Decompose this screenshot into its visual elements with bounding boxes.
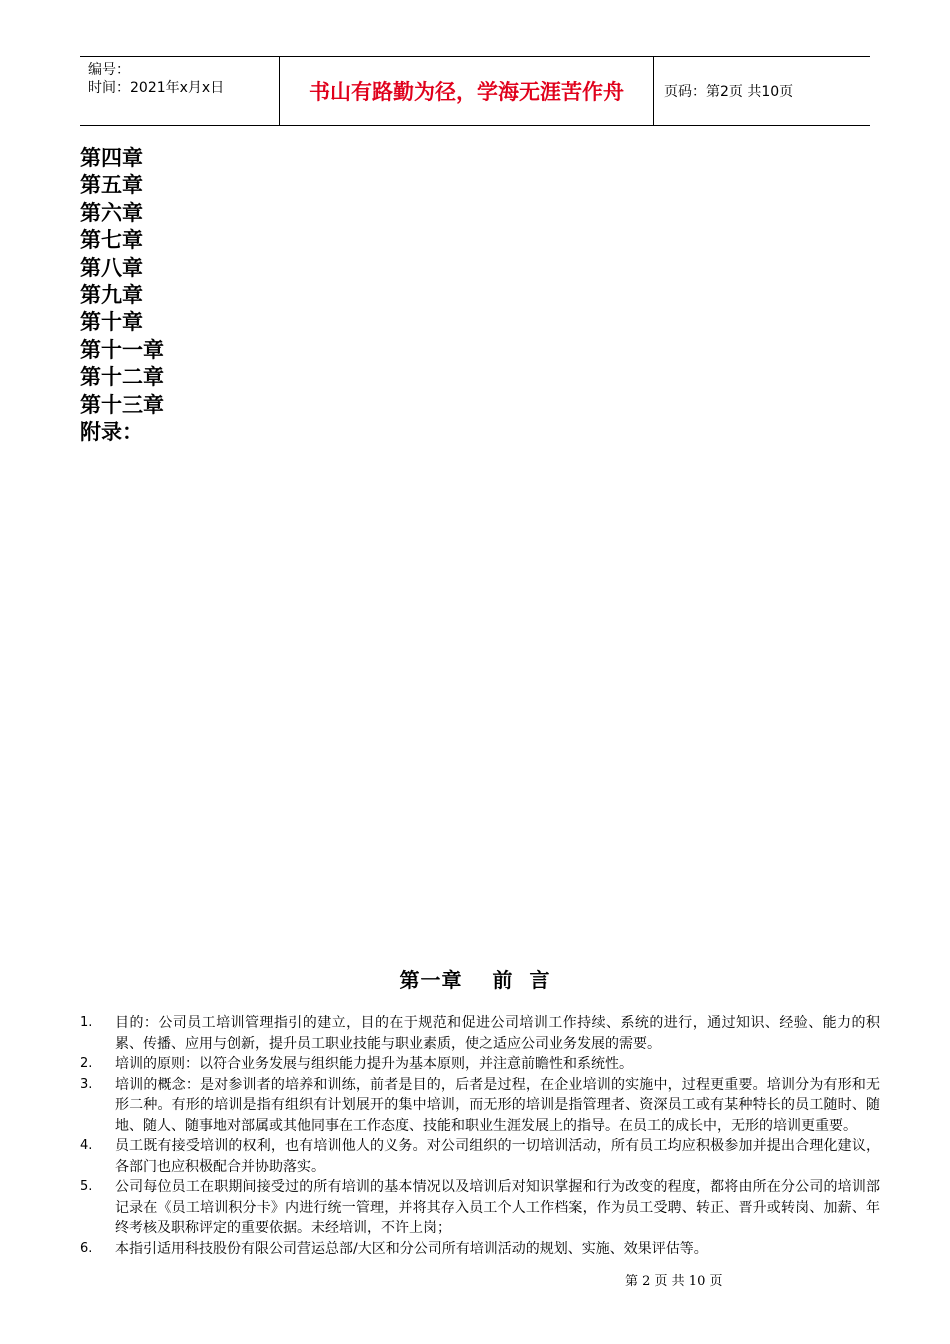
chapter-title: 前 言 <box>492 968 551 992</box>
item-number: 1. <box>80 1015 93 1030</box>
list-item <box>80 1239 880 1260</box>
toc-item: 第十一章 <box>80 337 164 362</box>
document-number-label: 编号： <box>88 62 130 78</box>
toc-item: 第八章 <box>80 255 143 280</box>
toc-item: 第十章 <box>80 310 143 335</box>
chapter-number: 第一章 <box>399 968 463 992</box>
list-item <box>80 1054 880 1075</box>
header-meta <box>80 57 280 125</box>
item-number: 4. <box>80 1138 93 1153</box>
list-item <box>80 1136 880 1177</box>
header-motto: 书山有路勤为径，学海无涯苦作舟 <box>280 57 654 125</box>
chapter-items <box>80 1013 880 1259</box>
item-number: 6. <box>80 1240 93 1256</box>
item-number: 2. <box>80 1056 93 1071</box>
toc-item: 第六章 <box>80 200 143 225</box>
item-text: 目的：公司员工培训管理指引的建立，目的在于规范和促进公司培训工作持续、系统的进行，通过知识、经验、能力的积累、传播、应用与创新，提升员工职业技能与职业素质，使之适应公司业务发展的需要。 <box>115 1015 880 1052</box>
item-number: 3. <box>80 1076 93 1092</box>
toc-item: 第五章 <box>80 173 143 198</box>
chapter-heading <box>0 964 950 993</box>
item-text: 员工既有接受培训的权利，也有培训他人的义务。对公司组织的一切培训活动，所有员工均应积极参加并提出合理化建议，各部门也应积极配合并协助落实。 <box>115 1138 880 1175</box>
toc-item: 第七章 <box>80 228 143 253</box>
item-text: 培训的原则：以符合业务发展与组织能力提升为基本原则，并注意前瞻性和系统性。 <box>115 1056 633 1072</box>
page-header <box>80 56 870 126</box>
document-date: 时间：2021年x月x日 <box>88 80 225 96</box>
toc-item: 第四章 <box>80 146 143 170</box>
list-item <box>80 1013 880 1054</box>
table-of-contents <box>80 145 164 446</box>
header-page-info: 页码：第2页 共10页 <box>664 84 794 100</box>
list-item <box>80 1075 880 1137</box>
toc-item: 附录： <box>80 419 143 444</box>
item-number: 5. <box>80 1179 93 1194</box>
toc-item: 第十三章 <box>80 392 164 417</box>
list-item <box>80 1177 880 1239</box>
item-text: 公司每位员工在职期间接受过的所有培训的基本情况以及培训后对知识掌握和行为改变的程度，都将由所在分公司的培训部记录在《员工培训积分卡》内进行统一管理，并将其存入员工个人工作档案，作为员工受聘、转正、晋升或转岗、加薪、年终考核及职称评定的重要依据。未经培训，不许上岗； <box>115 1179 880 1236</box>
item-text: 培训的概念：是对参训者的培养和训练，前者是目的，后者是过程，在企业培训的实施中，过程更重要。培训分为有形和无形二种。有形的培训是指有组织有计划展开的集中培训，而无形的培训是指管理者、资深员工或有某种特长的员工随时、随地、随人、随事地对部属或其他同事在工作态度、技能和职业生涯发展上的指导。在员工的成长中，无形的培训更重要。 <box>115 1076 880 1134</box>
toc-item: 第十二章 <box>80 365 164 390</box>
page-footer: 第 2 页 共 10 页 <box>625 1274 723 1289</box>
item-text: 本指引适用科技股份有限公司营运总部/大区和分公司所有培训活动的规划、实施、效果评估等。 <box>115 1240 708 1257</box>
toc-item: 第九章 <box>80 282 143 307</box>
